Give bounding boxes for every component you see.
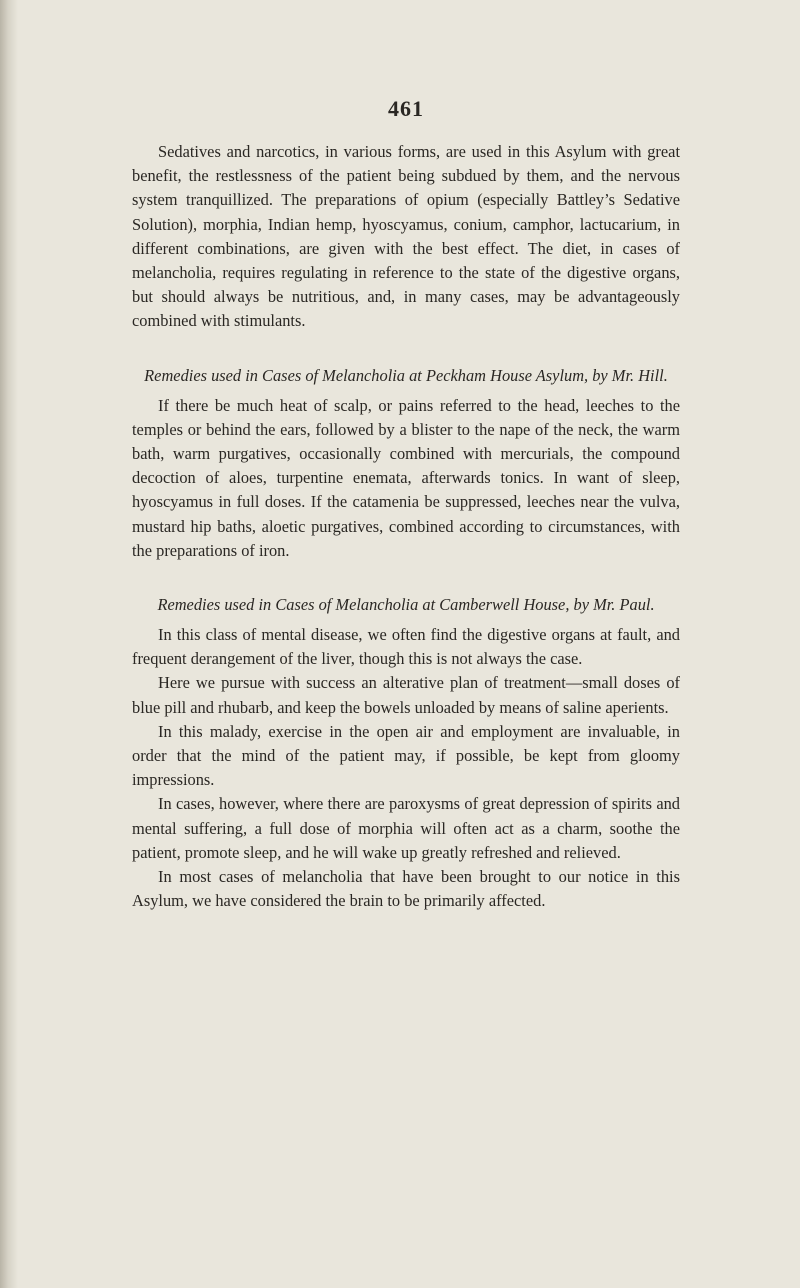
section-camberwell-house: [132, 593, 680, 913]
section-peckham-house: [132, 364, 680, 563]
section-heading: Remedies used in Cases of Melancholia at Peckham House Asylum, by Mr. Hill.: [144, 365, 668, 385]
section-paragraph: In this class of mental disease, we often find the digestive organs at fault, and frequent derangement of the liver, though this is not always the case.: [132, 625, 680, 669]
section-paragraph: Here we pursue with success an alterative plan of treatment—small doses of blue pill and rhubarb, and keep the bowels unloaded by means of saline aperients.: [132, 673, 680, 717]
book-page: [132, 0, 680, 1288]
section-heading: Remedies used in Cases of Melancholia at Camberwell House, by Mr. Paul.: [157, 595, 655, 615]
section-paragraph: In this malady, exercise in the open air and employment are invaluable, in order that the mind of the patient may, if possible, be kept from gloomy impressions.: [132, 721, 680, 790]
page-number: 461: [388, 96, 424, 121]
page-binding-edge: [0, 0, 18, 1288]
section-paragraph: If there be much heat of scalp, or pains referred to the head, leeches to the temples or behind the ears, followed by a blister to the nape of the neck, the warm bath, warm purgatives, occasionally combined with mercurials, the compound decoction of aloes, turpentine enemata, afterwards tonics. In want of sleep, hyoscyamus in full doses. If the catamenia be suppressed, leeches near the vulva, mustard hip baths, aloetic purgatives, combined according to circumstances, with the preparations of iron.: [132, 395, 680, 560]
opening-paragraph: Sedatives and narcotics, in various forms, are used in this Asylum with great benefit, the restlessness of the patient being subdued by them, and the nervous system tranquillized. The preparations of opium (especially Battley’s Sedative Solution), morphia, Indian hemp, hyoscyamus, conium, camphor, lactucarium, in different combinations, are given with the best effect. The diet, in cases of melancholia, requires regulating in reference to the state of the digestive organs, but should always be nutritious, and, in many cases, may be advantageously combined with stimulants.: [132, 142, 680, 331]
section-paragraph: In cases, however, where there are paroxysms of great depression of spirits and mental suffering, a full dose of morphia will often act as a charm, soothe the patient, promote sleep, and he will wake up greatly refreshed and relieved.: [132, 794, 680, 862]
page-text: [132, 140, 680, 943]
section-paragraph: In most cases of melancholia that have been brought to our notice in this Asylum, we have considered the brain to be primarily affected.: [132, 867, 680, 911]
